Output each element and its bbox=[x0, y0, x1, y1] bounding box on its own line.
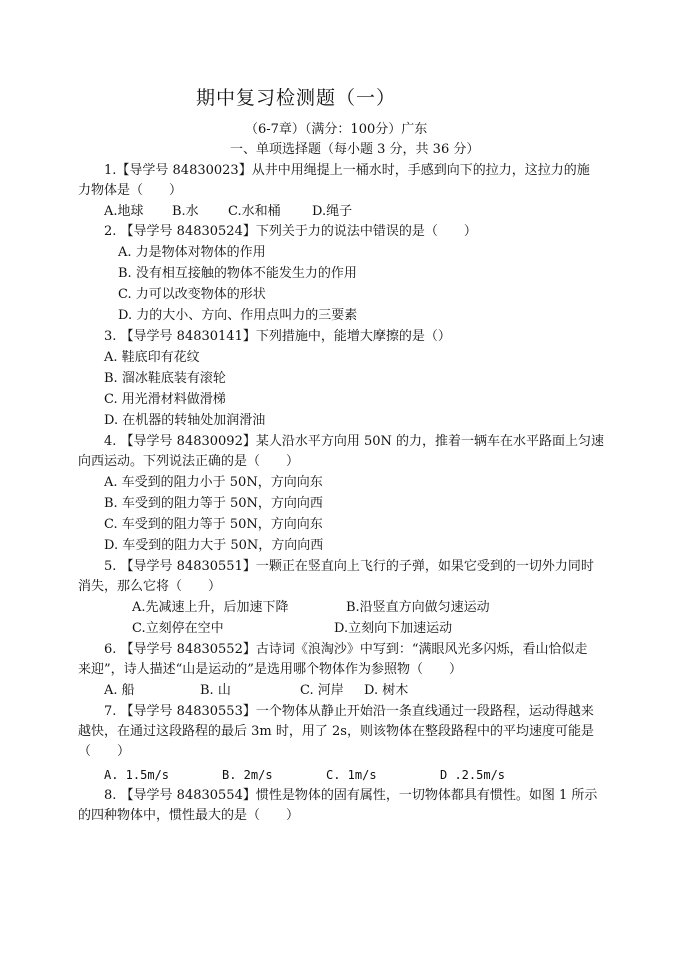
question-2-option-b: B. 没有相互接触的物体不能发生力的作用 bbox=[118, 266, 357, 281]
question-3-option-d: D. 在机器的转轴处加润滑油 bbox=[104, 413, 266, 428]
question-3-stem: 3. 【导学号 84830141】下列措施中，能增大摩擦的是（） bbox=[104, 329, 451, 344]
question-3-option-a: A. 鞋底印有花纹 bbox=[104, 350, 200, 365]
question-6-option-c: C. 河岸 bbox=[300, 683, 344, 698]
question-7-option-a: A. 1.5m/s bbox=[104, 768, 170, 782]
question-5-option-b: B.沿竖直方向做匀速运动 bbox=[346, 600, 490, 615]
question-3-option-c: C. 用光滑材料做滑梯 bbox=[104, 392, 226, 407]
question-5-option-a: A.先减速上升，后加速下降 bbox=[132, 600, 289, 615]
question-1-option-d: D.绳子 bbox=[312, 204, 353, 219]
question-1-option-a: A.地球 bbox=[104, 204, 144, 219]
question-7-line-2: 越快，在通过这段路程的最后 3m 时，用了 2s，则该物体在整段路程中的平均速度可能是 bbox=[78, 724, 594, 739]
question-1-line-2: 力物体是（ ） bbox=[78, 183, 183, 198]
question-2-option-c: C. 力可以改变物体的形状 bbox=[118, 287, 266, 302]
question-8-line-1: 8. 【导学号 84830554】惯性是物体的固有属性，一切物体都具有惯性。如图 1 所示 bbox=[104, 788, 598, 803]
question-5-line-1: 5. 【导学号 84830551】一颗正在竖直向上飞行的子弹，如果它受到的一切外力同时 bbox=[104, 559, 594, 574]
question-2-stem: 2. 【导学号 84830524】下列关于力的说法中错误的是（ ） bbox=[104, 224, 477, 239]
question-6-option-b: B. 山 bbox=[200, 683, 231, 698]
question-5-line-2: 消失，那么它将（ ） bbox=[78, 579, 222, 594]
page-title: 期中复习检测题（一） bbox=[196, 87, 397, 109]
question-4-option-a: A. 车受到的阻力小于 50N，方向向东 bbox=[104, 475, 323, 490]
question-7-line-3: （ ） bbox=[78, 744, 131, 759]
question-5-option-c: C.立刻停在空中 bbox=[132, 621, 224, 636]
question-5-option-d: D.立刻向下加速运动 bbox=[334, 621, 453, 636]
question-6-option-a: A. 船 bbox=[104, 683, 135, 698]
question-7-option-d: D .2.5m/s bbox=[440, 768, 506, 782]
section-heading: 一、单项选择题（每小题 3 分，共 36 分） bbox=[230, 142, 480, 157]
question-1-option-b: B.水 bbox=[172, 204, 199, 219]
question-2-option-a: A. 力是物体对物体的作用 bbox=[118, 245, 266, 260]
question-7-option-c: C. 1m/s bbox=[326, 768, 377, 782]
question-6-line-2: 来迎”，诗人描述“山是运动的”是选用哪个物体作为参照物（ ） bbox=[78, 662, 462, 677]
question-4-option-c: C. 车受到的阻力等于 50N，方向向东 bbox=[104, 517, 323, 532]
question-2-option-d: D. 力的大小、方向、作用点叫力的三要素 bbox=[118, 308, 358, 323]
question-1-option-c: C.水和桶 bbox=[228, 204, 281, 219]
question-4-option-b: B. 车受到的阻力等于 50N，方向向西 bbox=[104, 496, 323, 511]
question-4-line-2: 向西运动。下列说法正确的是（ ） bbox=[78, 454, 300, 469]
question-7-line-1: 7. 【导学号 84830553】一个物体从静止开始沿一条直线通过一段路程，运动得越来 bbox=[104, 704, 594, 719]
question-4-option-d: D. 车受到的阻力大于 50N，方向向西 bbox=[104, 538, 324, 553]
question-3-option-b: B. 溜冰鞋底装有滚轮 bbox=[104, 371, 226, 386]
question-4-line-1: 4. 【导学号 84830092】某人沿水平方向用 50N 的力，推着一辆车在水平路面上匀速 bbox=[104, 434, 605, 449]
question-7-option-b: B. 2m/s bbox=[222, 768, 273, 782]
exam-subtitle: （6-7章）（满分：100分）广东 bbox=[245, 122, 428, 137]
question-6-option-d: D. 树木 bbox=[364, 683, 409, 698]
question-8-line-2: 的四种物体中，惯性最大的是（ ） bbox=[78, 808, 300, 823]
question-6-line-1: 6. 【导学号 84830552】古诗词《浪淘沙》中写到：“满眼风光多闪烁，看山恰似走 bbox=[104, 642, 588, 657]
question-1-line-1: 1.【导学号 84830023】从井中用绳提上一桶水时，手感到向下的拉力，这拉力的施 bbox=[104, 163, 590, 178]
